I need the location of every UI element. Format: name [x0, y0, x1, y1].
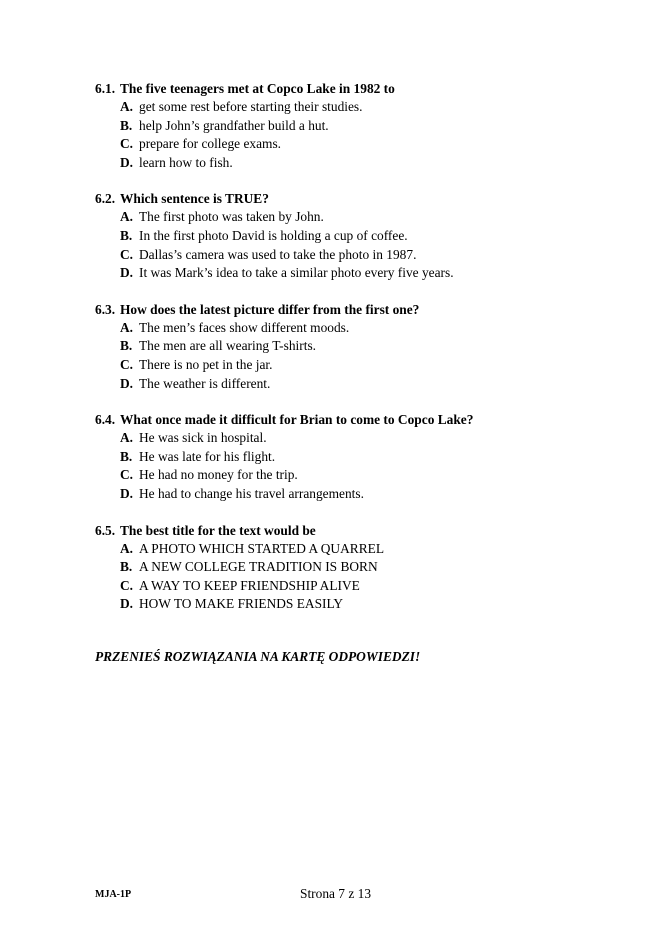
option-b: [120, 337, 615, 356]
option-b: [120, 227, 615, 246]
question-text: How does the latest picture differ from the first one?: [120, 301, 420, 317]
option-letter: B.: [120, 117, 133, 133]
option-letter: C.: [120, 136, 134, 152]
option-letter: C.: [120, 246, 134, 262]
option-c: [120, 356, 615, 375]
option-letter: A.: [120, 209, 134, 225]
option-b: [120, 558, 615, 577]
option-text: help John’s grandfather build a hut.: [139, 117, 329, 133]
option-text: He was late for his flight.: [139, 448, 276, 464]
question-text: What once made it difficult for Brian to come to Copco Lake?: [120, 412, 474, 428]
option-b: [120, 448, 615, 467]
option-letter: A.: [120, 540, 134, 556]
option-text: Dallas’s camera was used to take the photo in 1987.: [139, 246, 417, 262]
option-d: [120, 154, 615, 173]
option-d: [120, 485, 615, 504]
question-stem: [95, 411, 615, 429]
option-text: A PHOTO WHICH STARTED A QUARREL: [139, 540, 384, 556]
option-letter: D.: [120, 375, 134, 391]
option-text: He was sick in hospital.: [139, 430, 267, 446]
exam-code: MJA-1P: [95, 889, 132, 900]
transfer-answers-note: PRZENIEŚ ROZWIĄZANIA NA KARTĘ ODPOWIEDZI!: [95, 649, 421, 664]
answer-options: [95, 208, 615, 282]
option-d: [120, 595, 615, 614]
option-a: [120, 319, 615, 338]
option-text: learn how to fish.: [139, 154, 233, 170]
question-number: 6.2.: [95, 191, 116, 207]
option-text: The men’s faces show different moods.: [139, 319, 350, 335]
question-stem: [95, 190, 615, 208]
option-a: [120, 429, 615, 448]
option-a: [120, 208, 615, 227]
option-letter: A.: [120, 430, 134, 446]
option-text: prepare for college exams.: [139, 136, 282, 152]
option-text: A NEW COLLEGE TRADITION IS BORN: [139, 559, 378, 575]
option-text: In the first photo David is holding a cup of coffee.: [139, 227, 408, 243]
option-text: It was Mark’s idea to take a similar photo every five years.: [139, 265, 454, 281]
question-text: The five teenagers met at Copco Lake in 1982 to: [120, 81, 395, 96]
question-number: 6.4.: [95, 412, 116, 428]
option-d: [120, 375, 615, 394]
question-6-1: [95, 80, 615, 172]
option-c: [120, 246, 615, 265]
option-text: get some rest before starting their studies.: [139, 99, 363, 114]
option-letter: B.: [120, 448, 133, 464]
option-letter: D.: [120, 596, 134, 612]
option-text: The men are all wearing T-shirts.: [139, 338, 316, 354]
question-text: Which sentence is TRUE?: [120, 191, 269, 207]
question-6-2: [95, 190, 615, 282]
option-letter: D.: [120, 485, 134, 501]
answer-options: [95, 98, 615, 172]
answer-options: [95, 319, 615, 393]
question-stem: [95, 522, 615, 540]
option-c: [120, 135, 615, 154]
option-letter: C.: [120, 356, 134, 372]
option-letter: A.: [120, 319, 134, 335]
option-text: He had no money for the trip.: [139, 467, 298, 483]
question-stem: [95, 301, 615, 319]
option-letter: B.: [120, 559, 133, 575]
option-b: [120, 117, 615, 136]
option-letter: A.: [120, 99, 134, 114]
option-text: HOW TO MAKE FRIENDS EASILY: [139, 596, 343, 612]
answer-options: [95, 540, 615, 614]
question-number: 6.1.: [95, 81, 116, 96]
option-a: [120, 540, 615, 559]
option-a: [120, 98, 615, 117]
option-letter: C.: [120, 577, 134, 593]
question-6-4: [95, 411, 615, 503]
option-letter: B.: [120, 227, 133, 243]
option-text: The weather is different.: [139, 375, 271, 391]
page-number: Strona 7 z 13: [300, 886, 372, 901]
option-c: [120, 466, 615, 485]
option-c: [120, 577, 615, 596]
question-list: [95, 80, 615, 632]
option-text: A WAY TO KEEP FRIENDSHIP ALIVE: [139, 577, 360, 593]
question-6-5: [95, 522, 615, 614]
option-letter: C.: [120, 467, 134, 483]
option-d: [120, 264, 615, 283]
question-6-3: [95, 301, 615, 393]
option-text: There is no pet in the jar.: [139, 356, 273, 372]
question-number: 6.5.: [95, 522, 116, 538]
option-letter: D.: [120, 265, 134, 281]
question-number: 6.3.: [95, 301, 116, 317]
option-letter: D.: [120, 154, 134, 170]
option-text: He had to change his travel arrangements.: [139, 485, 364, 501]
option-text: The first photo was taken by John.: [139, 209, 324, 225]
answer-options: [95, 429, 615, 503]
option-letter: B.: [120, 338, 133, 354]
question-text: The best title for the text would be: [120, 522, 316, 538]
question-stem: [95, 80, 615, 98]
